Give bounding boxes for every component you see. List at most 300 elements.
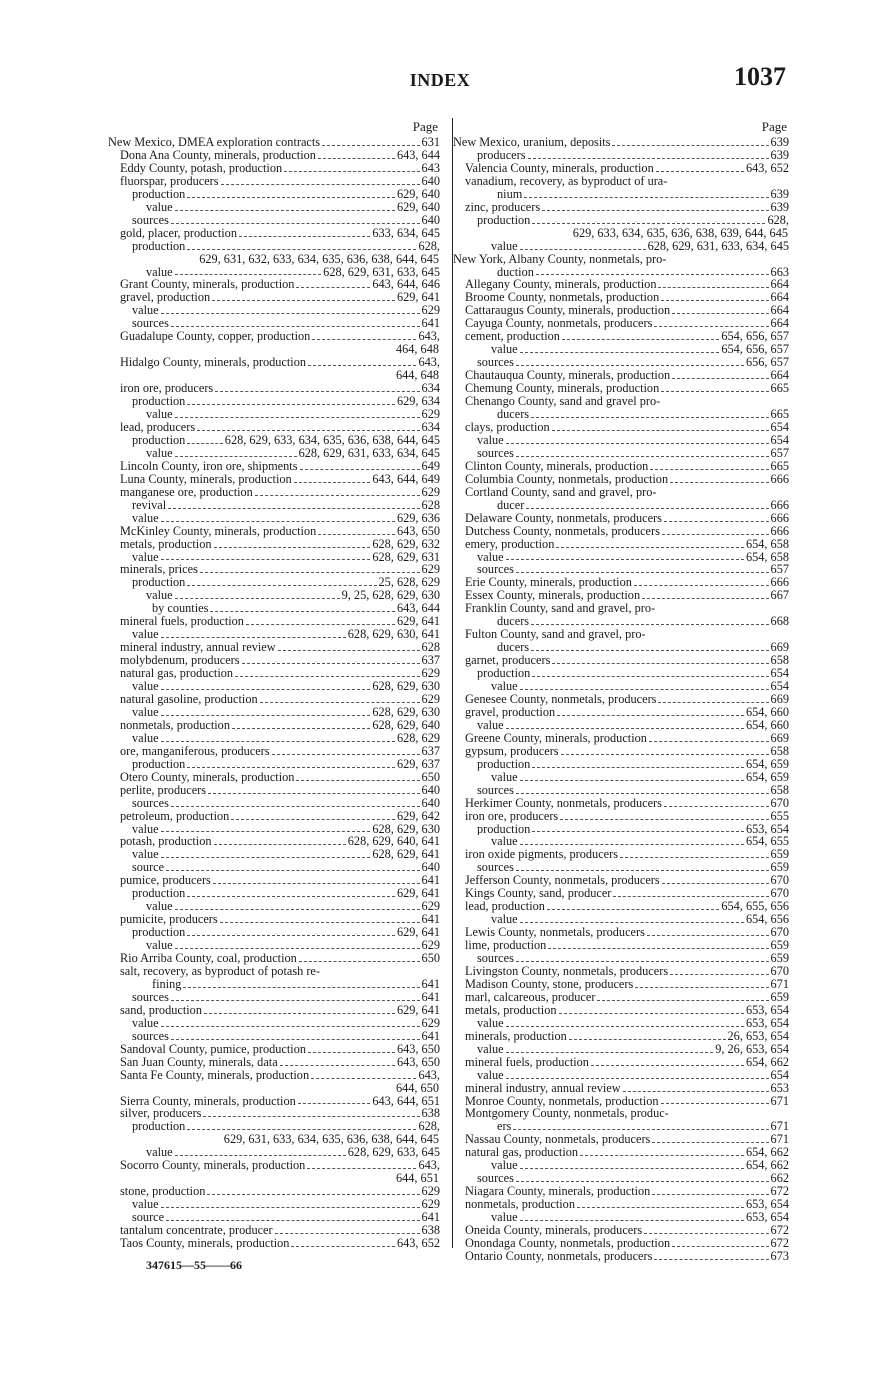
entry-pages-continued: 644, 650	[395, 1080, 439, 1095]
index-entry	[108, 175, 440, 188]
index-entry	[108, 1120, 440, 1146]
index-entry	[108, 810, 440, 823]
index-entry	[108, 667, 440, 680]
leader-dots	[524, 188, 768, 198]
entry-pages: 629, 641	[396, 291, 440, 305]
index-entry	[108, 304, 440, 317]
leader-dots	[661, 291, 768, 301]
leader-dots	[532, 758, 744, 768]
entry-term: production	[477, 213, 531, 227]
index-entry	[453, 745, 789, 758]
entry-term: Luna County, minerals, production	[120, 472, 292, 486]
entry-pages: 653, 654	[745, 1016, 789, 1030]
leader-dots	[296, 771, 419, 781]
leader-dots	[235, 667, 420, 677]
entry-pages: 629	[421, 667, 440, 681]
index-entry	[108, 1030, 440, 1043]
entry-term: salt, recovery, as byproduct of potash re-	[120, 965, 320, 978]
entry-term: value	[132, 731, 159, 745]
entry-term: manganese ore, production	[120, 485, 253, 499]
entry-term: value	[146, 1146, 173, 1160]
entry-pages: 628, 629, 630	[372, 680, 440, 693]
entry-pages: 670	[770, 926, 789, 940]
leader-dots	[212, 291, 395, 301]
leader-dots	[536, 266, 769, 276]
index-entry	[453, 835, 789, 848]
entry-term: Rio Arriba County, coal, production	[120, 952, 297, 965]
entry-term: New Mexico, uranium, deposits	[453, 136, 611, 149]
leader-dots	[307, 1159, 416, 1169]
index-entry	[108, 771, 440, 784]
index-entry	[453, 201, 789, 214]
left-entry-list	[108, 136, 440, 1250]
leader-dots	[284, 162, 419, 172]
leader-dots	[548, 939, 768, 949]
entry-pages: 640	[421, 213, 440, 227]
entry-term: production	[132, 926, 186, 940]
leader-dots	[278, 641, 420, 651]
index-entry	[453, 784, 789, 797]
entry-pages: 671	[770, 1120, 789, 1134]
leader-dots	[187, 887, 395, 897]
index-entry	[453, 1250, 789, 1263]
entry-pages: 654, 659	[745, 757, 789, 771]
entry-pages: 628,	[767, 213, 789, 227]
entry-pages: 634	[421, 382, 440, 396]
index-entry	[453, 356, 789, 369]
entry-term: Hidalgo County, minerals, production	[120, 356, 307, 370]
entry-term: value	[491, 680, 518, 693]
leader-dots	[506, 434, 769, 444]
index-entry	[453, 499, 789, 512]
index-entry	[453, 291, 789, 304]
index-entry	[108, 188, 440, 201]
entry-term: value	[477, 1068, 504, 1082]
leader-dots	[670, 965, 768, 975]
index-entry	[108, 1095, 440, 1108]
leader-dots	[207, 1185, 419, 1195]
index-entry	[108, 654, 440, 667]
leader-dots	[215, 382, 419, 392]
entry-term: value	[491, 1211, 518, 1225]
entry-term: ducer	[497, 498, 525, 512]
index-entry	[453, 874, 789, 887]
index-entry	[453, 1211, 789, 1224]
index-entry	[453, 460, 789, 473]
leader-dots	[552, 654, 768, 664]
index-entry	[108, 447, 440, 460]
index-entry	[108, 589, 440, 602]
leader-dots	[506, 719, 744, 729]
entry-term: Onondaga County, nonmetals, production	[465, 1237, 671, 1250]
entry-pages: 640	[421, 861, 440, 875]
leader-dots	[662, 874, 769, 884]
entry-term: New Mexico, DMEA exploration contracts	[108, 136, 321, 149]
index-entry	[108, 628, 440, 641]
entry-term: value	[477, 550, 504, 564]
index-entry	[108, 460, 440, 473]
index-entry	[453, 369, 789, 382]
entry-pages: 654, 658	[745, 537, 789, 551]
index-entry	[108, 1185, 440, 1198]
entry-term: value	[146, 589, 173, 603]
leader-dots	[520, 680, 769, 690]
leader-dots	[635, 978, 768, 988]
entry-term: sources	[132, 796, 169, 810]
index-entry	[108, 602, 440, 615]
entry-pages: 664	[770, 278, 789, 292]
leader-dots	[552, 421, 769, 431]
index-entry	[108, 965, 440, 978]
leader-dots	[175, 408, 420, 418]
index-entry	[108, 1004, 440, 1017]
index-entry	[108, 214, 440, 227]
entry-pages: 663	[770, 265, 789, 279]
leader-dots	[658, 278, 768, 288]
leader-dots	[656, 162, 744, 172]
index-entry	[108, 240, 440, 266]
leader-dots	[516, 447, 769, 457]
entry-term: New York, Albany County, nonmetals, pro-	[453, 252, 667, 266]
entry-term: production	[477, 757, 531, 771]
entry-pages: 640	[421, 174, 440, 188]
entry-pages: 641	[421, 317, 440, 331]
entry-term: ducers	[497, 641, 530, 655]
entry-term: clays, production	[465, 420, 550, 434]
index-entry	[453, 421, 789, 434]
leader-dots	[296, 278, 370, 288]
leader-dots	[661, 1095, 769, 1105]
leader-dots	[161, 304, 420, 314]
index-entry	[453, 473, 789, 486]
entry-pages: 667	[770, 589, 789, 603]
entry-pages: 639	[770, 148, 789, 162]
entry-pages: 629, 642	[396, 809, 440, 823]
entry-term: Otero County, minerals, production	[120, 770, 295, 784]
entry-pages: 631	[421, 136, 440, 149]
entry-term: Grant County, minerals, production	[120, 278, 295, 292]
entry-pages: 668	[770, 615, 789, 629]
entry-term: minerals, production	[465, 1029, 567, 1043]
entry-term: value	[146, 446, 173, 460]
index-entry	[453, 615, 789, 628]
entry-pages: 654, 656, 657	[721, 330, 789, 344]
entry-term: iron ore, producers	[465, 809, 559, 823]
entry-term: value	[491, 770, 518, 784]
index-entry	[108, 745, 440, 758]
index-entry	[453, 175, 789, 188]
entry-term: production	[132, 887, 186, 901]
entry-pages: 628, 629, 640	[372, 718, 440, 732]
entry-term: value	[477, 1042, 504, 1056]
leader-dots	[171, 317, 420, 327]
entry-term: Dutchess County, nonmetals, producers	[465, 524, 660, 538]
entry-pages: 654, 662	[745, 1159, 789, 1173]
leader-dots	[204, 1004, 395, 1014]
entry-term: iron oxide pigments, producers	[465, 848, 618, 862]
index-entry	[453, 1172, 789, 1185]
entry-pages: 653, 654	[745, 1211, 789, 1225]
index-entry	[453, 693, 789, 706]
index-entry	[108, 408, 440, 421]
leader-dots	[220, 913, 420, 923]
entry-pages: 664	[770, 317, 789, 331]
entry-term: production	[132, 433, 186, 447]
index-entry	[108, 706, 440, 719]
index-entry	[453, 1095, 789, 1108]
entry-term: Herkimer County, nonmetals, producers	[465, 796, 662, 810]
index-entry	[108, 991, 440, 1004]
leader-dots	[210, 602, 395, 612]
index-entry	[453, 1069, 789, 1082]
entry-pages: 633, 634, 645	[372, 226, 440, 240]
leader-dots	[161, 680, 371, 690]
entry-term: Sandoval County, pumice, production	[120, 1042, 307, 1056]
entry-pages: 629	[421, 939, 440, 953]
entry-pages: 657	[770, 563, 789, 577]
entry-pages: 629, 641	[396, 1003, 440, 1017]
entry-term: nonmetals, production	[120, 718, 230, 732]
entry-pages: 9, 25, 628, 629, 630	[341, 589, 440, 603]
index-entry	[453, 317, 789, 330]
index-entry	[108, 835, 440, 848]
leader-dots	[175, 900, 420, 910]
index-entry	[453, 266, 789, 279]
entry-term: value	[132, 1016, 159, 1030]
entry-pages-continued: 644, 648	[395, 368, 439, 383]
entry-term: Essex County, minerals, production	[465, 589, 641, 603]
entry-term: Socorro County, minerals, production	[120, 1159, 306, 1173]
entry-term: Cattaraugus County, minerals, production	[465, 304, 671, 318]
entry-term: value	[477, 718, 504, 732]
entry-term: marl, calcareous, producer	[465, 990, 596, 1004]
index-entry	[108, 136, 440, 149]
index-entry	[453, 214, 789, 240]
entry-pages: 637	[421, 654, 440, 668]
leader-dots	[197, 421, 419, 431]
entry-pages: 643, 644	[396, 148, 440, 162]
index-entry	[108, 693, 440, 706]
entry-pages: 26, 653, 654	[727, 1029, 789, 1043]
index-entry	[108, 1224, 440, 1237]
leader-dots	[260, 693, 420, 703]
entry-term: value	[146, 408, 173, 421]
index-entry	[453, 188, 789, 201]
index-entry	[108, 330, 440, 356]
leader-dots	[300, 460, 420, 470]
entry-pages: 629, 636	[396, 511, 440, 525]
entry-term: production	[132, 187, 186, 201]
entry-pages: 657	[770, 446, 789, 460]
entry-pages: 664	[770, 369, 789, 383]
index-entry	[453, 680, 789, 693]
entry-term: source	[132, 1211, 165, 1225]
entry-term: Lincoln County, iron ore, shipments	[120, 459, 298, 473]
index-entry	[453, 576, 789, 589]
entry-pages: 654, 655	[745, 835, 789, 849]
entry-term: value	[132, 680, 159, 693]
entry-pages: 671	[770, 1133, 789, 1147]
entry-pages: 654	[770, 680, 789, 693]
index-entry	[453, 538, 789, 551]
entry-term: Greene County, minerals, production	[465, 731, 647, 745]
leader-dots	[187, 758, 395, 768]
leader-dots	[577, 1198, 744, 1208]
leader-dots	[520, 343, 720, 353]
index-entry	[108, 421, 440, 434]
entry-term: value	[132, 705, 159, 719]
index-entry	[453, 732, 789, 745]
entry-pages-continued: 629, 631, 632, 633, 634, 635, 636, 638, 644, 645	[199, 251, 439, 266]
index-entry	[453, 628, 789, 641]
entry-term: metals, production	[465, 1003, 557, 1017]
leader-dots	[232, 719, 370, 729]
page-column-label: Page	[412, 119, 438, 134]
index-entry	[108, 266, 440, 279]
leader-dots	[161, 706, 371, 716]
entry-pages: 628, 629, 641	[372, 848, 440, 862]
entry-term: mineral industry, annual review	[120, 641, 276, 655]
entry-pages: 670	[770, 874, 789, 888]
entry-pages: 628	[421, 498, 440, 512]
index-entry	[108, 719, 440, 732]
leader-dots	[506, 551, 744, 561]
leader-dots	[506, 1043, 714, 1053]
index-entry	[453, 1185, 789, 1198]
entry-pages: 658	[770, 654, 789, 668]
entry-pages: 628, 629, 630	[372, 822, 440, 836]
entry-term: sources	[477, 356, 514, 370]
entry-term: metals, production	[120, 537, 212, 551]
entry-pages: 659	[770, 939, 789, 953]
entry-pages: 643, 644, 651	[372, 1094, 440, 1108]
index-entry	[453, 330, 789, 343]
entry-pages: 639	[770, 200, 789, 214]
entry-pages: 659	[770, 952, 789, 965]
entry-term: San Juan County, minerals, data	[120, 1055, 278, 1069]
entry-term: perlite, producers	[120, 783, 207, 797]
index-entry	[108, 680, 440, 693]
entry-pages: 654, 660	[745, 718, 789, 732]
index-entry	[453, 706, 789, 719]
leader-dots	[171, 991, 420, 1001]
entry-pages: 654, 658	[745, 550, 789, 564]
entry-term: ducers	[497, 615, 530, 629]
entry-pages: 670	[770, 887, 789, 901]
entry-term: source	[132, 861, 165, 875]
entry-pages: 628,	[418, 239, 440, 253]
leader-dots	[520, 913, 744, 923]
entry-term: Chemung County, minerals, production	[465, 382, 660, 396]
entry-term: Franklin County, sand and gravel, pro-	[465, 602, 656, 616]
index-entry	[453, 965, 789, 978]
entry-pages: 638	[421, 1224, 440, 1238]
leader-dots	[658, 693, 768, 703]
leader-dots	[161, 1198, 420, 1208]
entry-pages: 643,	[418, 1159, 440, 1173]
entry-term: value	[491, 1159, 518, 1173]
entry-term: Monroe County, nonmetals, production	[465, 1094, 659, 1108]
index-entry	[453, 1120, 789, 1133]
index-entry	[108, 227, 440, 240]
leader-dots	[308, 1043, 395, 1053]
entry-pages: 654, 660	[745, 705, 789, 719]
index-entry	[108, 499, 440, 512]
entry-pages: 637	[421, 744, 440, 758]
entry-pages: 643	[421, 161, 440, 175]
index-entry	[453, 861, 789, 874]
entry-term: Jefferson County, nonmetals, producers	[465, 874, 660, 888]
entry-term: production	[477, 667, 531, 681]
leader-dots	[542, 201, 768, 211]
entry-term: petroleum, production	[120, 809, 230, 823]
entry-pages: 659	[770, 861, 789, 875]
leader-dots	[528, 149, 769, 159]
entry-term: value	[477, 433, 504, 447]
leader-dots	[506, 1069, 769, 1079]
index-entry	[108, 615, 440, 628]
leader-dots	[203, 1107, 419, 1117]
index-entry	[453, 1043, 789, 1056]
leader-dots	[280, 1056, 395, 1066]
index-entry	[453, 563, 789, 576]
entry-pages: 629, 641	[396, 926, 440, 940]
entry-term: Cortland County, sand and gravel, pro-	[465, 485, 657, 499]
entry-term: gold, placer, production	[120, 226, 237, 240]
entry-term: sand, production	[120, 1003, 202, 1017]
entry-term: Madison County, stone, producers	[465, 977, 634, 991]
right-index-column	[452, 118, 789, 1263]
leader-dots	[520, 835, 744, 845]
index-entry	[453, 797, 789, 810]
leader-dots	[298, 1095, 371, 1105]
entry-pages: 628, 629, 633, 634, 635, 636, 638, 644, 645	[224, 433, 440, 447]
entry-term: sources	[477, 861, 514, 875]
index-heading: INDEX	[409, 70, 471, 90]
index-entry	[453, 240, 789, 253]
leader-dots	[531, 615, 768, 625]
entry-pages: 643,	[418, 330, 440, 344]
entry-pages: 641	[421, 1029, 440, 1043]
entry-term: value	[146, 265, 173, 279]
leader-dots	[183, 978, 419, 988]
index-entry	[108, 900, 440, 913]
entry-pages: 643, 650	[396, 1055, 440, 1069]
entry-pages: 641	[421, 874, 440, 888]
index-entry	[453, 926, 789, 939]
entry-pages: 672	[770, 1237, 789, 1250]
index-entry	[108, 434, 440, 447]
entry-term: tantalum concentrate, producer	[120, 1224, 273, 1238]
entry-pages: 650	[421, 770, 440, 784]
index-entry	[453, 1082, 789, 1095]
entry-pages: 662	[770, 1172, 789, 1186]
leader-dots	[161, 512, 395, 522]
entry-term: Delaware County, nonmetals, producers	[465, 511, 662, 525]
index-entry	[108, 278, 440, 291]
entry-term: pumicite, producers	[120, 913, 218, 927]
index-entry	[453, 900, 789, 913]
entry-term: by counties	[152, 602, 209, 616]
entry-pages: 643, 644, 649	[372, 472, 440, 486]
entry-term: Erie County, minerals, production	[465, 576, 632, 590]
entry-term: Broome County, nonmetals, production	[465, 291, 660, 305]
index-entry	[108, 291, 440, 304]
leader-dots	[644, 1224, 768, 1234]
leader-dots	[294, 473, 371, 483]
index-entry	[108, 913, 440, 926]
leader-dots	[559, 1004, 744, 1014]
